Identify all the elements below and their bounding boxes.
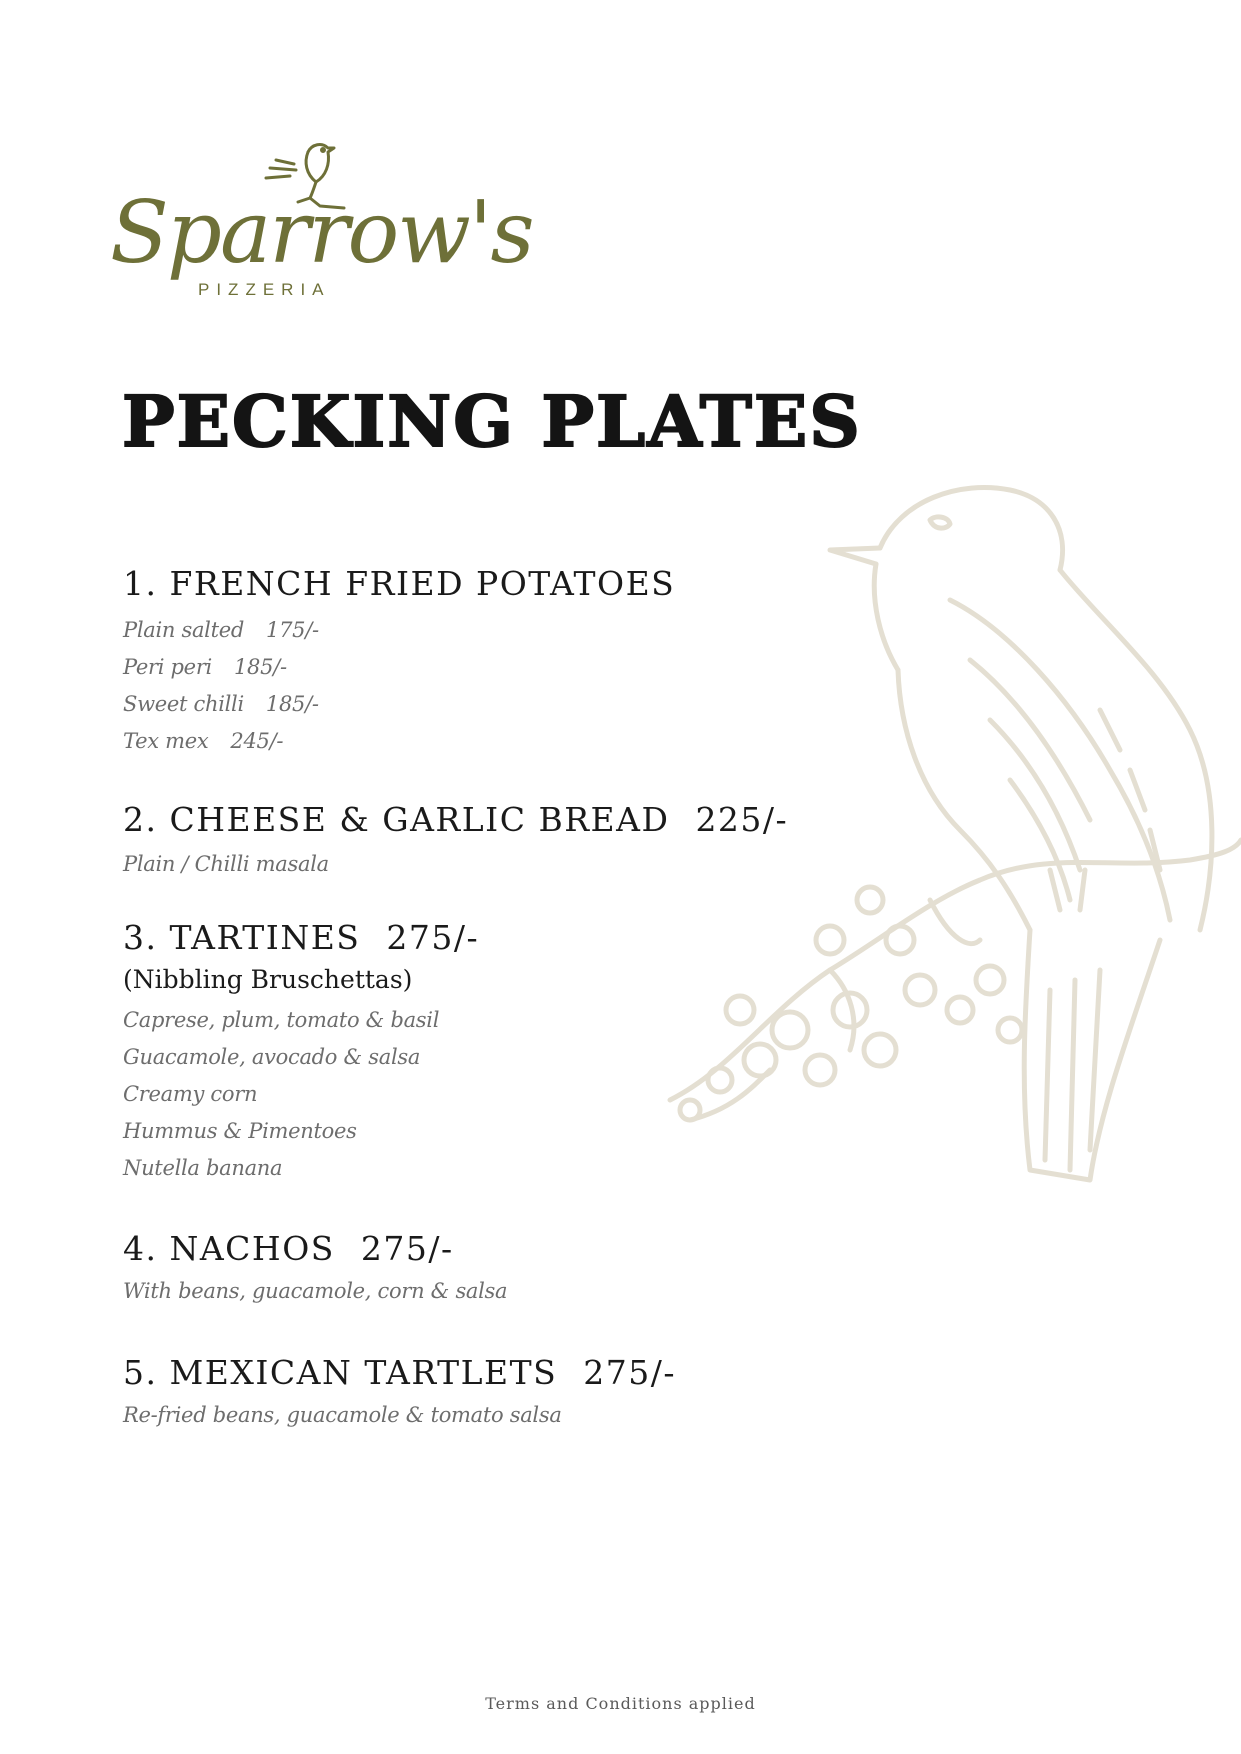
brand-logo	[110, 140, 533, 310]
section-title-text: 4. NACHOS	[123, 1229, 335, 1268]
item-price: 245/-	[230, 729, 284, 753]
section-title	[123, 916, 823, 960]
menu-section-french-fries	[123, 562, 823, 760]
menu-section-mexican-tartlets	[123, 1351, 823, 1434]
section-title	[123, 1351, 823, 1395]
menu-item	[123, 686, 823, 723]
menu-item	[123, 1150, 823, 1187]
item-name: Plain salted	[123, 618, 245, 642]
item-name: Nutella banana	[123, 1156, 283, 1180]
item-price: 185/-	[233, 655, 287, 679]
section-price: 275/-	[360, 1229, 454, 1268]
footer-note: Terms and Conditions applied	[485, 1694, 756, 1713]
menu-item	[123, 1039, 823, 1076]
page-title: PECKING PLATES	[122, 380, 862, 463]
section-title-text: 1. FRENCH FRIED POTATOES	[123, 564, 676, 603]
brand-name: Sparrow's	[110, 183, 533, 283]
menu-item	[123, 1397, 823, 1434]
menu-section-garlic-bread	[123, 798, 823, 883]
menu-item	[123, 1002, 823, 1039]
section-title-text: 2. CHEESE & GARLIC BREAD	[123, 800, 670, 839]
menu-section-tartines	[123, 916, 823, 1187]
menu-item	[123, 846, 823, 883]
item-name: Creamy corn	[123, 1082, 258, 1106]
item-name: Peri peri	[123, 655, 212, 679]
section-title	[123, 1227, 823, 1271]
section-subtitle: (Nibbling Bruschettas)	[123, 965, 413, 994]
menu-item	[123, 1113, 823, 1150]
menu-item	[123, 612, 823, 649]
menu-item	[123, 1076, 823, 1113]
menu-item	[123, 1273, 823, 1310]
menu-section-nachos	[123, 1227, 823, 1310]
item-name: With beans, guacamole, corn & salsa	[123, 1279, 508, 1303]
section-title-text: 5. MEXICAN TARTLETS	[123, 1353, 558, 1392]
section-price: 275/-	[583, 1353, 677, 1392]
menu-item	[123, 649, 823, 686]
section-title	[123, 562, 823, 606]
item-name: Sweet chilli	[123, 692, 244, 716]
item-name: Tex mex	[123, 729, 209, 753]
item-name: Hummus & Pimentoes	[123, 1119, 357, 1143]
item-name: Guacamole, avocado & salsa	[123, 1045, 421, 1069]
menu-item	[123, 723, 823, 760]
brand-subtitle: PIZZERIA	[198, 280, 331, 299]
section-price: 275/-	[386, 918, 480, 957]
item-price: 185/-	[265, 692, 319, 716]
item-price: 175/-	[266, 618, 319, 642]
item-name: Caprese, plum, tomato & basil	[123, 1008, 440, 1032]
section-price: 225/-	[695, 800, 789, 839]
section-title	[123, 798, 823, 842]
item-name: Plain / Chilli masala	[123, 852, 329, 876]
item-name: Re-fried beans, guacamole & tomato salsa	[123, 1403, 562, 1427]
section-title-text: 3. TARTINES	[123, 918, 361, 957]
